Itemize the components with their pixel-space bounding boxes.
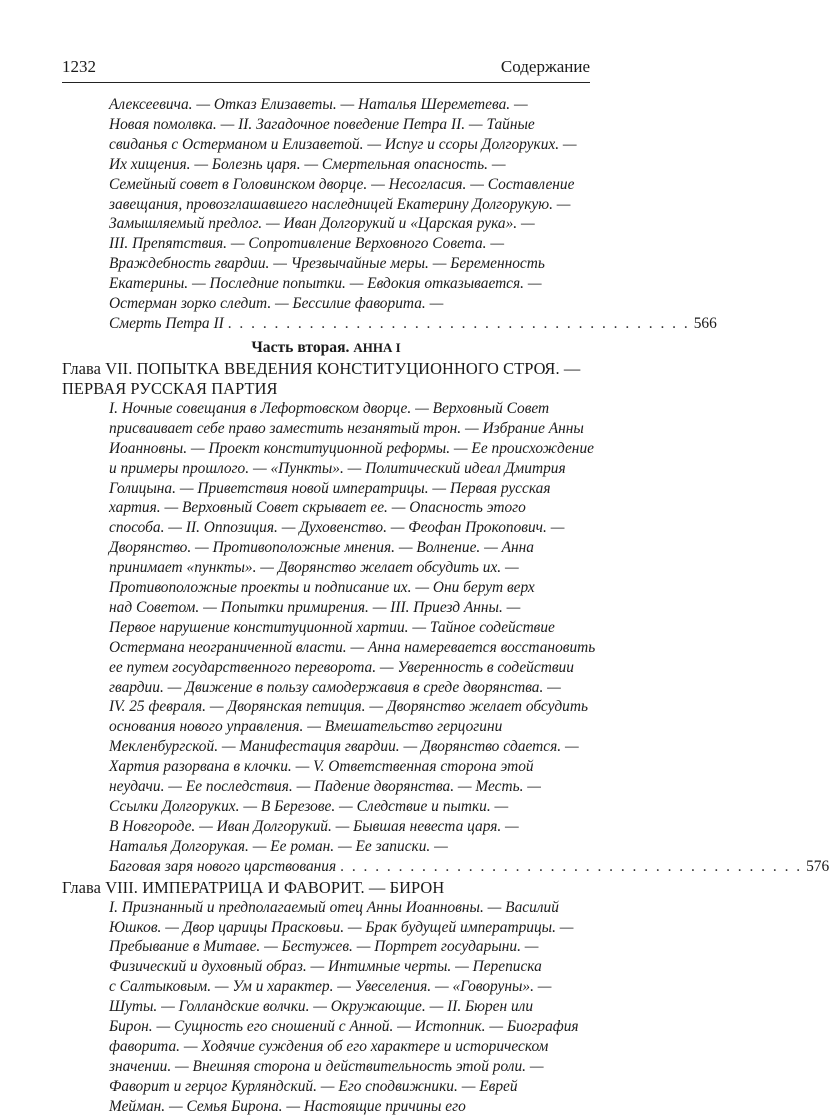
summary-line: хартия. — Верховный Совет скрывает ее. — Опасность этого <box>109 499 526 517</box>
summary-line: Иоанновны. — Проект конституционной реформы. — Ее происхождение <box>109 439 594 457</box>
summary-line: Остерман зорко следит. — Бессилие фаворита. — <box>109 295 444 313</box>
summary-line: Хартия разорвана в клочки. — V. Ответственная сторона этой <box>109 758 534 776</box>
summary-line: Ссылки Долгоруких. — В Березове. — Следствие и пытки. — <box>109 798 509 815</box>
summary-line: значении. — Внешняя сторона и действительность этой роли. — <box>109 1057 544 1075</box>
summary-line: присваивает себе право заместить незанятый трон. — Избрание Анны <box>109 419 584 437</box>
summary-last-line <box>109 314 717 334</box>
summary-line: Шуты. — Голландские волчки. — Окружающие. — II. Бюрен или <box>109 998 534 1016</box>
summary-line: Физический и духовный образ. — Интимные черты. — Переписка <box>109 958 542 976</box>
summary-line: Враждебность гвардии. — Чрезвычайные меры. — Беременность <box>109 255 545 273</box>
page-reference: 566 <box>693 314 717 332</box>
summary-line: IV. 25 февраля. — Дворянская петиция. — Дворянство желает обсудить <box>109 698 588 716</box>
summary-line: Остермана неограниченной власти. — Анна намеревается восстановить <box>109 638 596 656</box>
part-name: АННА I <box>353 339 401 355</box>
chapter-7-title <box>62 359 590 399</box>
summary-line: гвардии. — Движение в пользу самодержавия в среде дворянства. — <box>109 678 561 696</box>
summary-line: свиданья с Остерманом и Елизаветой. — Испуг и ссоры Долгоруких. — <box>109 135 577 153</box>
chapter-title-line: Глава VIII. ИМПЕРАТРИЦА И ФАВОРИТ. — БИРОН <box>62 877 445 897</box>
chapter-8-summary <box>109 898 579 1117</box>
summary-line: способа. — II. Оппозиция. — Духовенство. — Феофан Прокопович. — <box>109 519 565 537</box>
summary-line: Алексеевича. — Отказ Елизаветы. — Наталья Шереметева. — <box>109 96 528 113</box>
chapter-title-line: Глава VII. ПОПЫТКА ВВЕДЕНИЯ КОНСТИТУЦИОННОГО СТРОЯ. — <box>62 358 581 378</box>
summary-line: неудачи. — Ее последствия. — Падение дворянства. — Месть. — <box>109 778 541 796</box>
running-title: Содержание <box>500 57 590 76</box>
part-label: Часть вторая. <box>251 338 350 356</box>
summary-line: Голицына. — Приветствия новой императрицы. — Первая русская <box>109 479 551 497</box>
summary-line: Мейман. — Семья Бирона. — Настоящие причины его <box>109 1097 466 1115</box>
summary-line: принимает «пункты». — Дворянство желает обсудить их. — <box>109 559 519 577</box>
summary-line: Их хищения. — Болезнь царя. — Смертельная опасность. — <box>109 155 506 173</box>
summary-line: и примеры прошлого. — «Пункты». — Политический идеал Дмитрия <box>109 459 566 477</box>
summary-line: Пребывание в Митаве. — Бестужев. — Портрет государыни. — <box>109 938 539 956</box>
summary-line: В Новгороде. — Иван Долгорукий. — Бывшая невеста царя. — <box>109 817 519 835</box>
summary-line: фаворита. — Ходячие суждения об его характере и историческом <box>109 1037 549 1055</box>
chapter-7-summary <box>109 399 829 877</box>
summary-line: Фаворит и герцог Курляндский. — Его сподвижники. — Еврей <box>109 1077 518 1095</box>
page-reference: 576 <box>806 857 829 875</box>
summary-line: основания нового управления. — Вмешательство герцогини <box>109 718 503 736</box>
summary-line: Первое нарушение конституционной хартии. — Тайное содействие <box>109 618 555 636</box>
leader-dots: . . . . . . . . . . . . . . . . . . . . . . . . . . . . . . . . . . . . . . . . <box>227 314 690 332</box>
summary-line: Бирон. — Сущность его сношений с Анной. — Истопник. — Биография <box>109 1018 579 1036</box>
summary-line: ее путем государственного переворота. — Уверенность в содействии <box>109 658 574 676</box>
summary-line: Мекленбургской. — Манифестация гвардии. — Дворянство сдается. — <box>109 738 579 756</box>
summary-last-line <box>109 857 829 877</box>
summary-line: Наталья Долгорукая. — Ее роман. — Ее записки. — <box>109 837 448 855</box>
leader-dots: . . . . . . . . . . . . . . . . . . . . . . . . . . . . . . . . . . . . . . . . <box>340 857 803 875</box>
chapter-title-line: ПЕРВАЯ РУССКАЯ ПАРТИЯ <box>62 378 278 398</box>
summary-line: Противоположные проекты и подписание их. — Они берут верх <box>109 579 535 597</box>
summary-line: I. Признанный и предполагаемый отец Анны Иоанновны. — Василий <box>109 898 559 916</box>
part-heading <box>62 338 590 358</box>
summary-line: III. Препятствия. — Сопротивление Верховного Совета. — <box>109 235 505 253</box>
toc-content <box>62 95 829 1117</box>
page-number: 1232 <box>62 57 96 76</box>
summary-line: Семейный совет в Головинском дворце. — Несогласия. — Составление <box>109 175 575 193</box>
summary-line: I. Ночные совещания в Лефортовском дворце. — Верховный Совет <box>109 399 550 417</box>
summary-line: Новая помолвка. — II. Загадочное поведение Петра II. — Тайные <box>109 115 535 133</box>
summary-line: завещания, провозглашавшего наследницей Екатерину Долгорукую. — <box>109 195 571 213</box>
summary-line: над Советом. — Попытки примирения. — III. Приезд Анны. — <box>109 598 521 616</box>
summary-line: Баговая заря нового царствования <box>109 857 337 875</box>
summary-line: Юшков. — Двор царицы Прасковьи. — Брак будущей императрицы. — <box>109 918 574 936</box>
chapter-6-summary <box>109 95 717 334</box>
summary-line: Дворянство. — Противоположные мнения. — Волнение. — Анна <box>109 539 534 557</box>
summary-line: с Салтыковым. — Ум и характер. — Увеселения. — «Говоруны». — <box>109 978 552 996</box>
summary-line: Екатерины. — Последние попытки. — Евдокия отказывается. — <box>109 275 542 293</box>
header-rule <box>62 82 590 83</box>
summary-line: Смерть Петра II <box>109 314 224 332</box>
summary-line: Замышляемый предлог. — Иван Долгорукий и «Царская рука». — <box>109 215 535 233</box>
chapter-8-title <box>62 878 590 898</box>
